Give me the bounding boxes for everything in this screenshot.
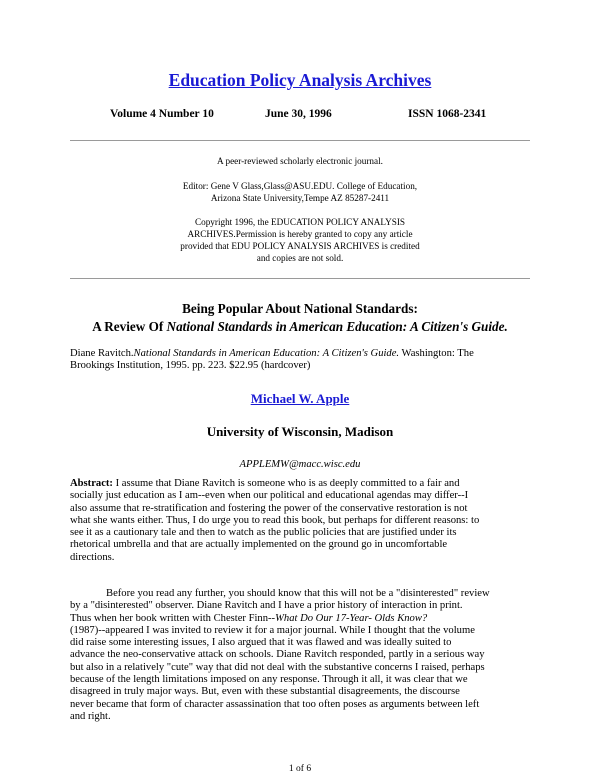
editor-line: Arizona State University,Tempe AZ 85287-2411 [210,193,390,203]
book-citation [70,348,536,373]
body-line: because of the length limitations imposed on any response. Through it all, it was clear that we [70,674,468,686]
reviewer-name-link[interactable]: Michael W. Apple [250,391,350,406]
abstract-paragraph [70,478,536,564]
review-heading-line1: Being Popular About National Standards: [182,301,418,316]
abstract-line [70,478,536,490]
citation-author: Diane Ravitch. [70,348,134,359]
abstract-label: Abstract: [70,478,113,489]
copyright-line: and copies are not sold. [256,253,344,263]
page-indicator: 1 of 6 [288,764,312,774]
divider-top [70,140,530,141]
abstract-line: directions. [70,551,115,563]
issue-date: June 30, 1996 [265,108,332,120]
copyright-line: ARCHIVES.Permission is hereby granted to copy any article [187,229,413,239]
body-line: disagreed in truly major ways. But, even with these substantial disagreements, the discourse [70,686,460,698]
citation-line [70,348,536,360]
copyright-line: provided that EDU POLICY ANALYSIS ARCHIVES is credited [180,241,420,251]
abstract-line: socially just education as I am--even when our political and educational agendas may differ--I [70,490,469,502]
editor-info [150,180,450,204]
body-line: never became that form of character assassination that too often poses as arguments between left [70,698,480,710]
citation-publisher: Washington: The [399,348,474,359]
divider-bottom [70,278,530,279]
body-paragraph [70,588,536,723]
body-line [70,613,536,625]
citation-line: Brookings Institution, 1995. pp. 223. $22.95 (hardcover) [70,360,311,372]
issn: ISSN 1068-2341 [408,108,487,120]
cited-book-title: What Do Our 17-Year- Olds Know? [275,612,428,624]
body-line: Before you read any further, you should know that this will not be a "disinterested" review [106,588,490,599]
citation-title: National Standards in American Education: A Citizen's Guide. [133,348,400,359]
copyright-notice [150,216,450,264]
abstract-line: rhetorical umbrella and that are actually implemented on the ground go in uncomfortable [70,539,448,551]
reviewer-email: APPLEMW@macc.wisc.edu [239,459,361,470]
review-heading-book-title: National Standards in American Education: A Citizen's Guide. [166,319,508,334]
reviewer-affiliation: University of Wisconsin, Madison [206,424,394,439]
abstract-line: see it as a cautionary tale and then to watch as the public policies that are justified under its [70,527,457,539]
body-line: (1987)--appeared I was invited to review it for a major journal. While I thought that the volume [70,624,475,636]
review-heading-prefix: A Review Of [92,319,167,334]
copyright-line: Copyright 1996, the EDUCATION POLICY ANALYSIS [194,217,406,227]
review-heading [40,300,560,336]
body-line: by a "disinterested" observer. Diane Ravitch and I have a prior history of interaction in print. [70,600,463,612]
body-line: did raise some interesting issues, I also argued that it was flawed and was ideally suited to [70,637,452,649]
journal-title-link[interactable]: Education Policy Analysis Archives [168,70,432,90]
body-line: but also in a relatively "cute" way that did not deal with the substantive concerns I raised, perhaps [70,661,485,673]
abstract-line: also assume that re-stratification and fostering the power of the conservative restoration is not [70,502,468,514]
abstract-line: what she wants either. Thus, I do urge you to read this book, but perhaps for different reasons: to [70,514,480,526]
review-heading-line2 [40,318,560,336]
body-text: Thus when her book written with Chester Finn-- [70,612,276,624]
abstract-text: I assume that Diane Ravitch is someone who is as deeply committed to a fair and [112,478,460,489]
editor-line: Editor: Gene V Glass,Glass@ASU.EDU. College of Education, [182,181,418,191]
body-line: and right. [70,710,111,722]
journal-tagline: A peer-reviewed scholarly electronic journal. [217,156,383,166]
volume-number: Volume 4 Number 10 [110,108,214,120]
body-line: advance the neo-conservative attack on schools. Diane Ravitch responded, partly in a serious way [70,649,485,661]
